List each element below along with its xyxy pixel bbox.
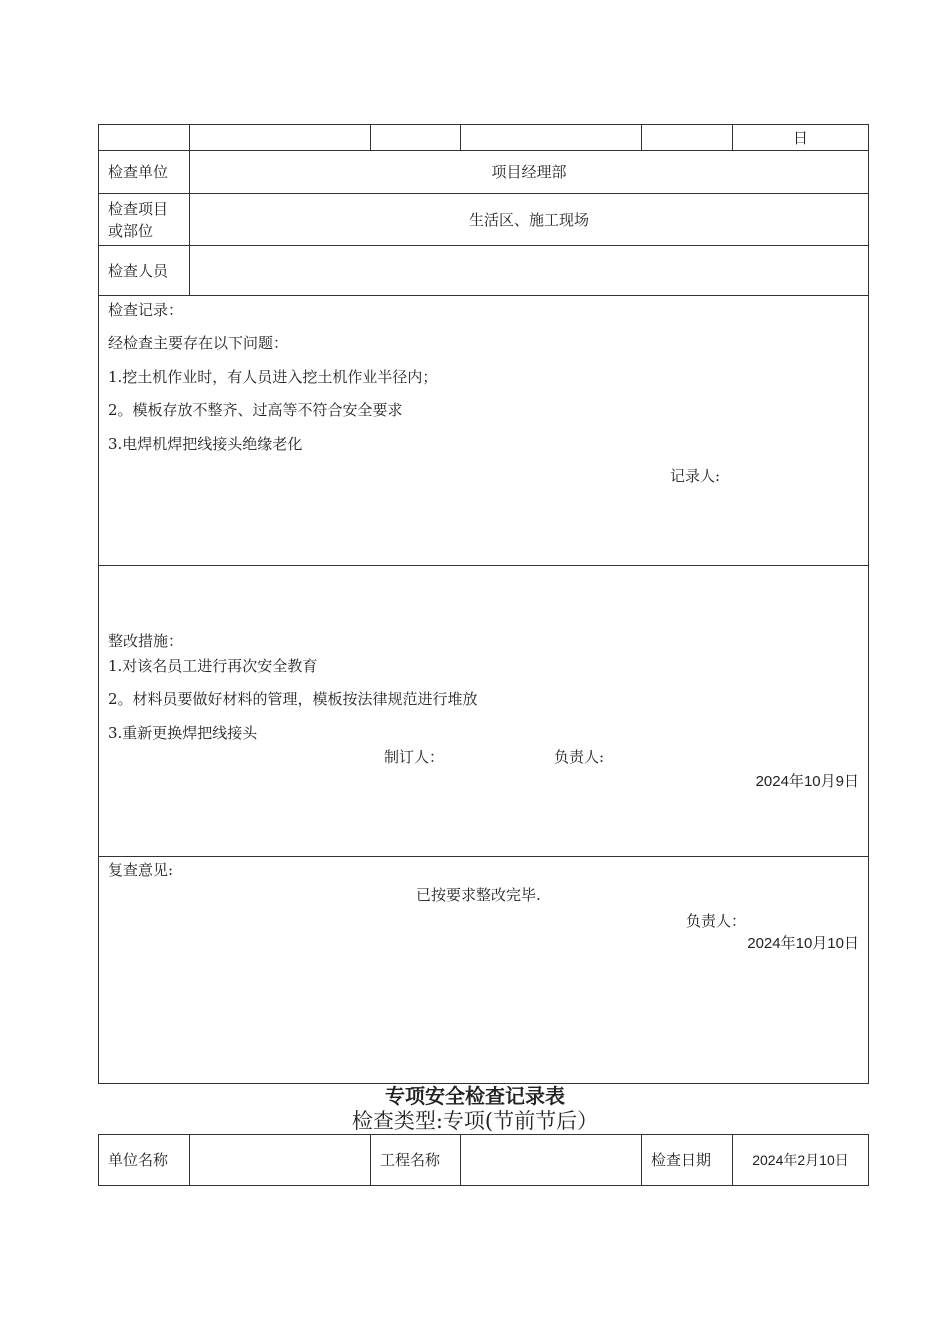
rectify-heading: 整改措施：	[108, 632, 184, 650]
rectify-measure: 2。材料员要做好材料的管理，模板按法律规范进行堆放	[108, 690, 478, 708]
people-row	[99, 246, 869, 296]
check-date-label: 检查日期	[642, 1135, 733, 1186]
rectify-date: 2024年10月9日	[755, 773, 859, 790]
special-inspection-table	[98, 1134, 869, 1186]
item-row	[99, 194, 869, 246]
record-issue: 3.电焊机焊把线接头绝缘老化	[108, 435, 303, 453]
rectify-row	[99, 566, 869, 857]
top-cell-3	[371, 125, 461, 151]
top-cell-5	[642, 125, 733, 151]
rectify-measure: 3.重新更换焊把线接头	[108, 724, 258, 742]
recorder-label: 记录人:	[670, 467, 721, 485]
record-intro: 经检查主要存在以下问题：	[108, 334, 289, 352]
review-row	[99, 857, 869, 1084]
header-row	[99, 1135, 869, 1186]
review-responsible-label: 负责人：	[686, 912, 747, 930]
project-name-label: 工程名称	[371, 1135, 461, 1186]
record-row	[99, 296, 869, 566]
maker-label: 制订人：	[384, 748, 445, 766]
item-label: 检查项目或部位	[99, 194, 190, 246]
unit-label: 检查单位	[99, 151, 190, 194]
top-cell-day: 日	[733, 125, 869, 151]
people-label: 检查人员	[99, 246, 190, 296]
top-row	[99, 125, 869, 151]
record-heading: 检查记录：	[108, 301, 184, 319]
review-date: 2024年10月10日	[747, 935, 859, 952]
inspection-record-table	[98, 124, 869, 1084]
item-value: 生活区、施工现场	[190, 194, 869, 246]
review-opinion: 已按要求整改完毕.	[416, 886, 541, 904]
top-cell-4	[461, 125, 642, 151]
top-cell-1	[99, 125, 190, 151]
review-heading: 复查意见:	[108, 861, 174, 879]
unit-name-label: 单位名称	[99, 1135, 190, 1186]
unit-row	[99, 151, 869, 194]
top-cell-2	[190, 125, 371, 151]
unit-value: 项目经理部	[190, 151, 869, 194]
review-cell	[99, 857, 869, 1084]
record-issue: 1.挖土机作业时，有人员进入挖土机作业半径内；	[108, 368, 438, 386]
rectify-cell	[99, 566, 869, 857]
form-title: 专项安全检查记录表	[385, 1084, 565, 1108]
unit-name-value	[190, 1135, 371, 1186]
rectify-measure: 1.对该名员工进行再次安全教育	[108, 657, 318, 675]
record-issue: 2。模板存放不整齐、过高等不符合安全要求	[108, 401, 403, 419]
project-name-value	[461, 1135, 642, 1186]
rectify-responsible-label: 负责人:	[554, 748, 605, 766]
check-date-value: 2024年2月10日	[733, 1135, 869, 1186]
form-subtitle: 检查类型:专项(节前节后）	[351, 1109, 599, 1133]
people-value	[190, 246, 869, 296]
record-cell	[99, 296, 869, 566]
